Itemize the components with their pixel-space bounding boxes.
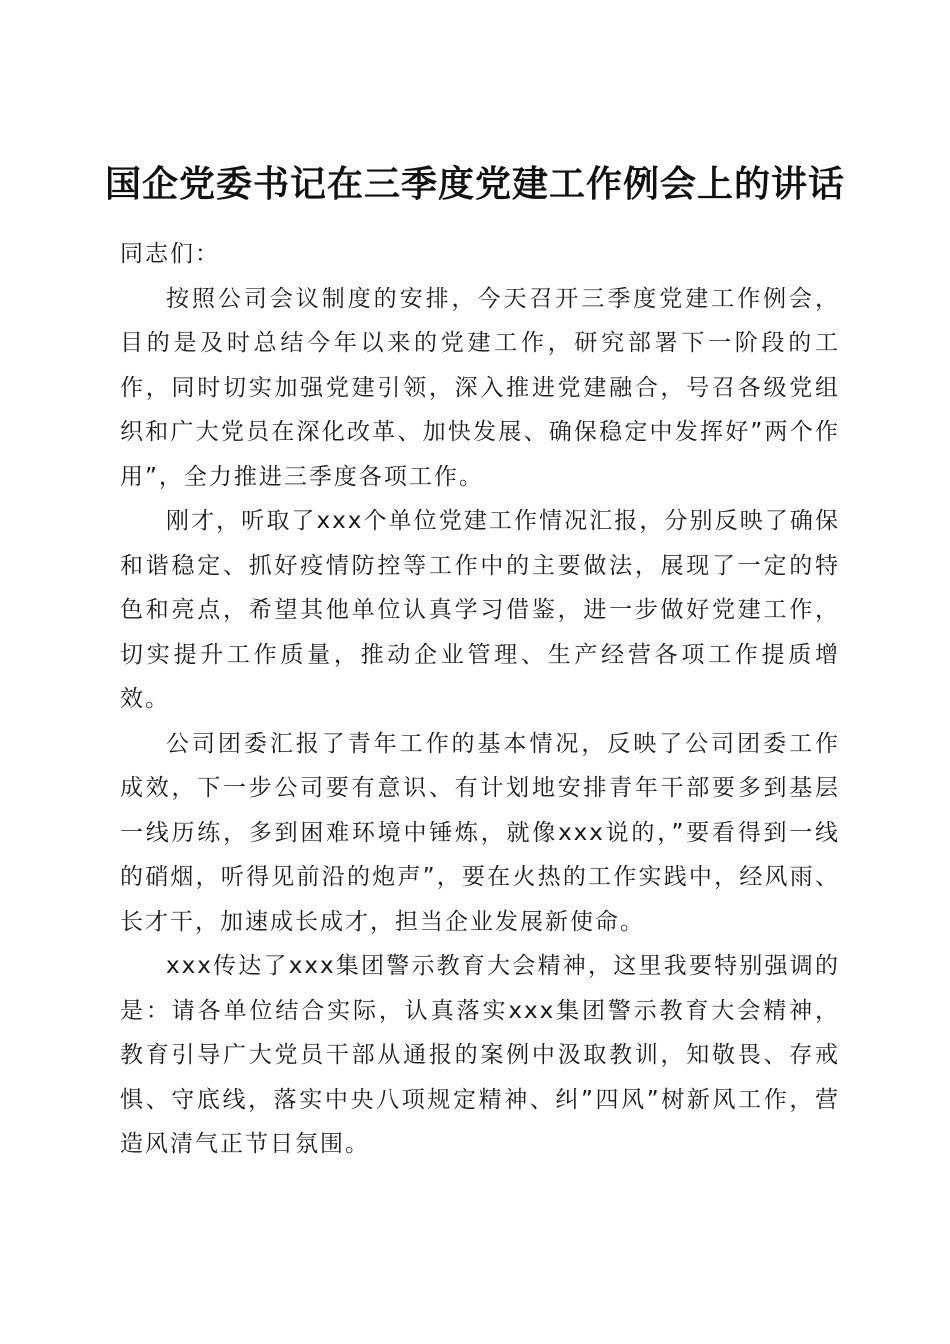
paragraph-opening: 按照公司会议制度的安排，今天召开三季度党建工作例会，目的是及时总结今年以来的党建工作，研究部署下一阶段的工作，同时切实加强党建引领，深入推进党建融合，号召各级党组织和广大党员在深化改革、加快发展、确保稳定中发挥好”两个作用”，全力推进三季度各项工作。 (120, 285, 840, 490)
speech-body (120, 232, 840, 1167)
paragraph-warning-education: xxx传达了xxx集团警示教育大会精神，这里我要特别强调的是：请各单位结合实际，认真落实xxx集团警示教育大会精神，教育引导广大党员干部从通报的案例中汲取教训，知敬畏、存戒惧、守底线，落实中央八项规定精神、纠”四风”树新风工作，营造风清气正节日氛围。 (120, 953, 840, 1157)
salutation: 同志们： (120, 241, 220, 267)
page-title: 国企党委书记在三季度党建工作例会上的讲话 (104, 163, 845, 206)
paragraph-unit-reports: 刚才，听取了xxx个单位党建工作情况汇报，分别反映了确保和谐稳定、抓好疫情防控等工作中的主要做法，展现了一定的特色和亮点，希望其他单位认真学习借鉴，进一步做好党建工作，切实提升工作质量，推动企业管理、生产经营各项工作提质增效。 (120, 508, 840, 712)
paragraph-youth-work: 公司团委汇报了青年工作的基本情况，反映了公司团委工作成效，下一步公司要有意识、有计划地安排青年干部要多到基层一线历练，多到困难环境中锤炼，就像xxx说的，”要看得到一线的硝烟，听得见前沿的炮声”，要在火热的工作实践中，经风雨、长才干，加速成长成才，担当企业发展新使命。 (120, 730, 840, 935)
